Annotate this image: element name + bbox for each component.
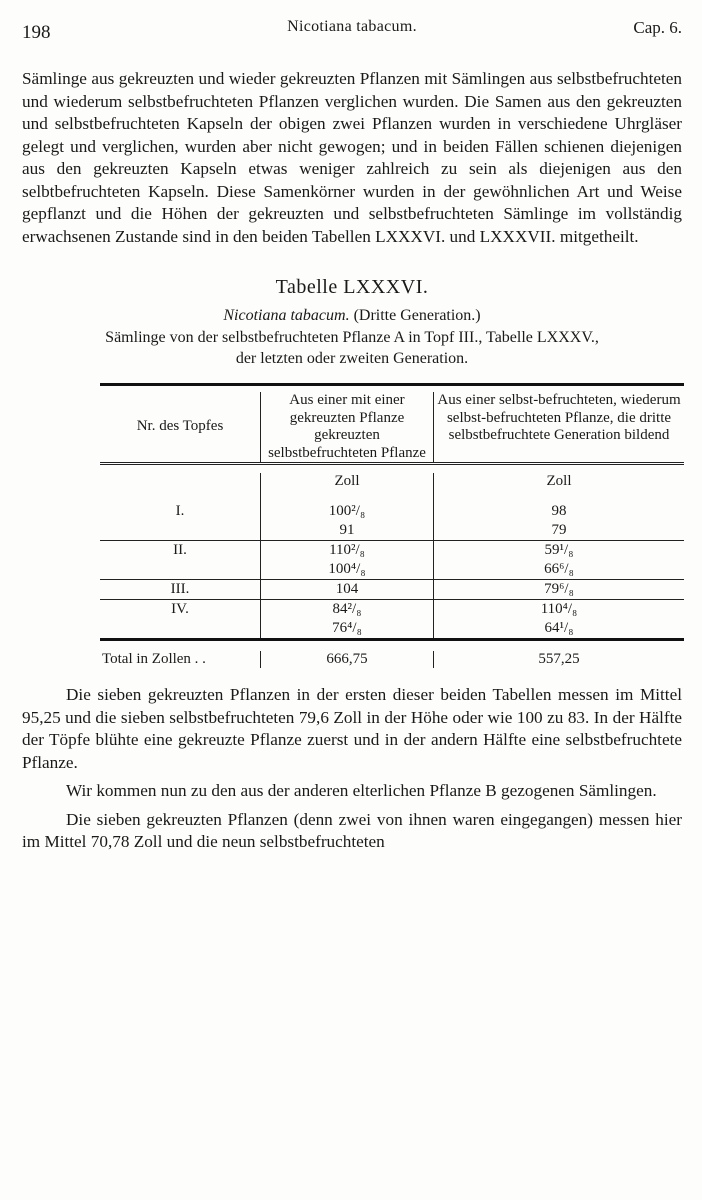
pot-number: III. (170, 581, 190, 597)
table-top-rule (100, 385, 684, 393)
unit-self: Zoll (434, 473, 685, 490)
total-crossed: 666,75 (261, 651, 434, 668)
total-label: Total in Zollen . . (102, 651, 206, 667)
self-height: 79 (551, 522, 567, 538)
table-double-rule (100, 464, 684, 474)
crossed-height: 110²/₈ (329, 542, 365, 558)
table-title: Tabelle LXXXVI. (275, 276, 429, 298)
table-row (100, 541, 684, 580)
table-generation: (Dritte Generation.) (353, 307, 481, 324)
header-pot-number: Nr. des Topfes (136, 418, 224, 435)
crossed-height: 100⁴/₈ (328, 561, 366, 577)
total-self: 557,25 (434, 651, 685, 668)
crossed-cell (261, 490, 434, 541)
pot-number: II. (173, 542, 187, 558)
table-row (100, 600, 684, 640)
self-height: 110⁴/₈ (540, 601, 578, 617)
crossed-height: 76⁴/₈ (332, 620, 362, 636)
pot-number-cell (100, 600, 261, 640)
pot-number: I. (175, 503, 185, 519)
book-page (22, 14, 682, 854)
chapter-label: Cap. 6. (633, 18, 682, 37)
unit-row (100, 473, 684, 490)
self-cell (434, 600, 685, 640)
table-row (100, 580, 684, 600)
crossed-cell (261, 541, 434, 580)
table-body (100, 490, 684, 640)
unit-crossed: Zoll (261, 473, 434, 490)
table-description-line-1: Sämlinge von der selbstbefruchteten Pflanze A in Topf III., Tabelle LXXXV., (105, 329, 599, 346)
pot-number-cell (100, 580, 261, 600)
paragraph-intro: Sämlinge aus gekreuzten und wieder gekreuzten Pflanzen mit Sämlingen aus selbstbefruchteten und wiederum selbstbefruchteten Pflanzen verglichen wurden. Die Samen aus den gekreuzten und selbstbefruchteten Kapseln der obigen zwei Pflanzen wurden in verschiedene Uhrgläser gelegt und verglichen, wurden aber nicht gewogen; und in beiden Fällen schienen diejenigen aus den gekreuzten Kapseln etwas weniger zahlreich zu sein als diejenigen aus den selbtbefruchteten Kapseln. Diese Samenkörner wurden in der gewöhnlichen Art und Weise gepflanzt und die Höhen der gekreuzten und selbstbefruchteten Sämlinge im vollständig erwachsenen Zustande sind in den beiden Tabellen LXXXVI. und LXXXVII. mitgetheilt. (22, 69, 682, 246)
self-cell (434, 541, 685, 580)
data-table (100, 383, 684, 668)
crossed-cell (261, 580, 434, 600)
paragraph-means: Die sieben gekreuzten Pflanzen in der ersten dieser beiden Tabellen messen im Mittel 95,25 und die sieben selbstbefruchteten 79,6 Zoll in der Höhe oder wie 100 zu 83. In der Hälfte der Töpfe blühte eine gekreuzte Pflanze zuerst und in der andern Hälfte eine selbstbefruchtete Pflanze. (22, 685, 682, 772)
self-height: 79⁶/₈ (544, 581, 574, 597)
crossed-height: 84²/₈ (332, 601, 362, 617)
pot-number-cell (100, 541, 261, 580)
pot-number: IV. (171, 601, 189, 617)
self-height: 59¹/₈ (544, 542, 574, 558)
crossed-height: 91 (339, 522, 355, 538)
self-cell (434, 490, 685, 541)
crossed-height: 104 (335, 581, 359, 597)
self-height: 64¹/₈ (544, 620, 574, 636)
header-crossed: Aus einer mit einer gekreuzten Pflanze gekreuzten selbstbefruchteten Pflanze (261, 392, 434, 464)
running-title: Nicotiana tabacum. (287, 18, 417, 35)
paragraph-continuation: Die sieben gekreuzten Pflanzen (denn zwei von ihnen waren eingegangen) messen hier im Mittel 70,78 Zoll und die neun selbstbefruchteten (22, 809, 682, 851)
table-description (22, 327, 682, 369)
crossed-cell (261, 600, 434, 640)
table-description-line-2: der letzten oder zweiten Generation. (235, 350, 469, 367)
page-number: 198 (22, 22, 51, 43)
page-header (22, 14, 682, 48)
self-cell (434, 580, 685, 600)
crossed-height: 100²/₈ (328, 503, 366, 519)
header-self-fertilised: Aus einer selbst-befruchteten, wiederum selbst-befruchteten Pflanze, die dritte selbstbefruchtete Generation bildend (434, 392, 685, 464)
total-row (100, 651, 684, 668)
paragraph-plant-b: Wir kommen nun zu den aus der anderen elterlichen Pflanze B gezogenen Sämlingen. (66, 781, 657, 800)
pot-number-cell (100, 490, 261, 541)
self-height: 66⁶/₈ (544, 561, 574, 577)
self-height: 98 (551, 503, 567, 519)
table-header-row (100, 392, 684, 464)
total-rule (100, 640, 684, 652)
table-row (100, 490, 684, 541)
table-subtitle (22, 307, 682, 325)
table-species: Nicotiana tabacum. (223, 307, 350, 324)
